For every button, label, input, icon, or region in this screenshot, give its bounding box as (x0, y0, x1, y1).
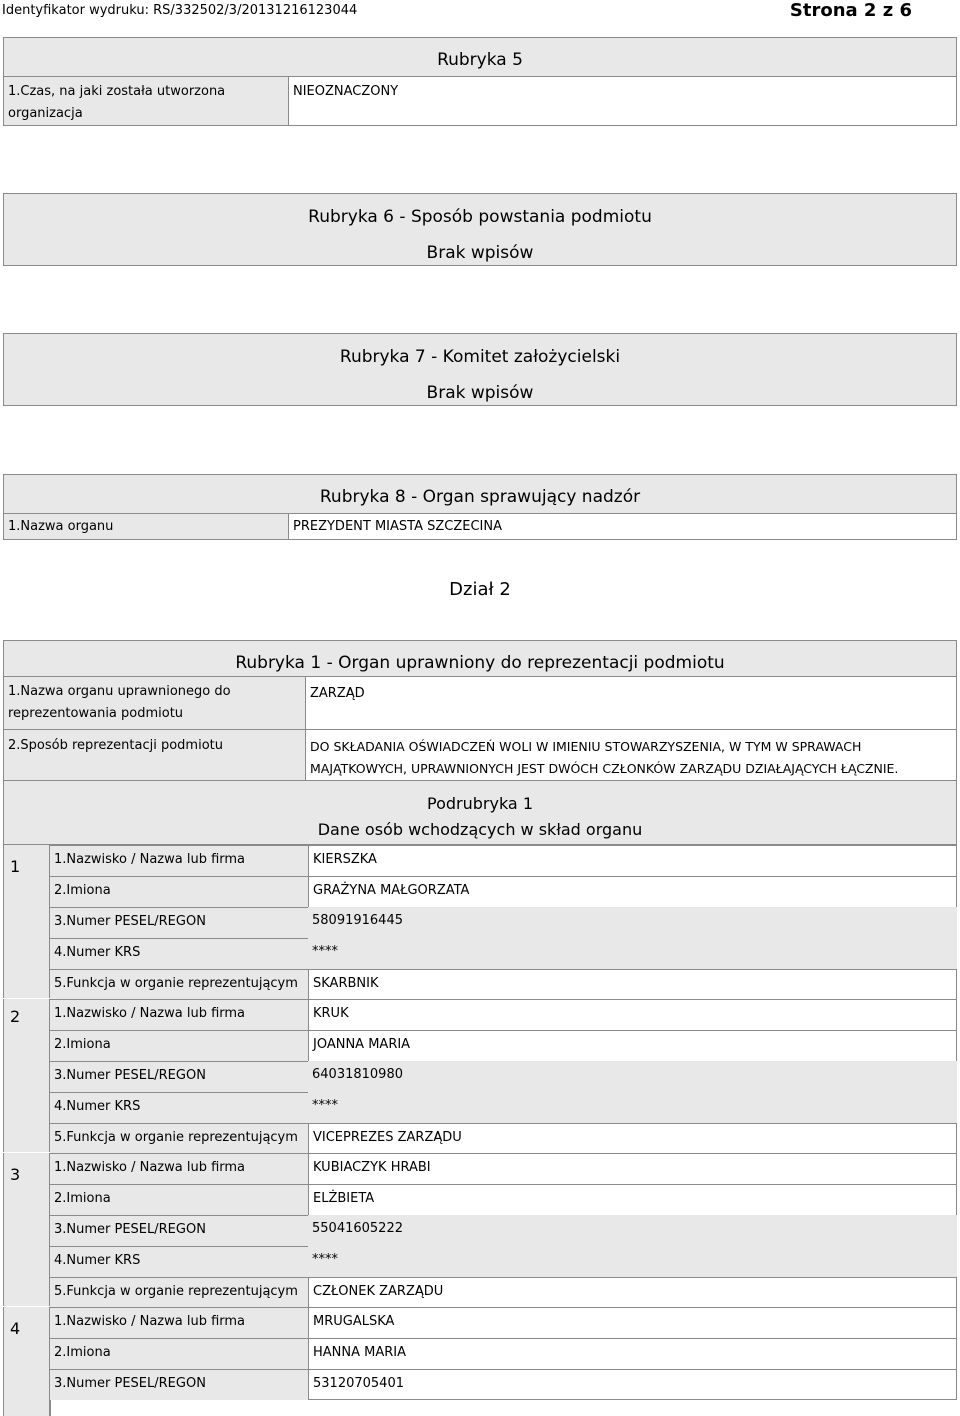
names-label: 2.Imiona (50, 876, 308, 907)
pesel-label: 3.Numer PESEL/REGON (50, 1369, 308, 1400)
print-identifier: Identyfikator wydruku: RS/332502/3/20131216123044 (2, 3, 358, 18)
surname-label: 1.Nazwisko / Nazwa lub firma (50, 1307, 308, 1338)
pesel-label: 3.Numer PESEL/REGON (50, 1061, 308, 1092)
surname-label: 1.Nazwisko / Nazwa lub firma (50, 999, 308, 1030)
surname-value: KUBIACZYK HRABI (308, 1153, 957, 1184)
function-label: 5.Funkcja w organie reprezentującym (50, 1277, 308, 1308)
surname-value: KRUK (308, 999, 957, 1030)
pesel-value: 58091916445 (308, 907, 957, 938)
surname-value: MRUGALSKA (308, 1307, 957, 1338)
podrubryka-box (3, 780, 957, 845)
surname-value: KIERSZKA (308, 845, 957, 876)
rubryka1-title: Rubryka 1 - Organ uprawniony do reprezentacji podmiotu (3, 640, 957, 677)
pesel-value: 53120705401 (308, 1369, 957, 1400)
pesel-value: 55041605222 (308, 1215, 957, 1246)
pesel-value: 64031810980 (308, 1061, 957, 1092)
names-value: JOANNA MARIA (308, 1030, 957, 1061)
rubryka7-empty: Brak wpisów (426, 383, 534, 403)
rubryka8-label: 1.Nazwa organu (3, 513, 289, 540)
person-number: 4 (3, 1307, 50, 1416)
rubryka8-value: PREZYDENT MIASTA SZCZECINA (288, 513, 957, 540)
names-label: 2.Imiona (50, 1030, 308, 1061)
krs-value: **** (308, 1092, 957, 1123)
rubryka6-title: Rubryka 6 - Sposób powstania podmiotu (308, 207, 652, 227)
krs-label: 4.Numer KRS (50, 1246, 308, 1277)
krs-value: **** (308, 1246, 957, 1277)
person-number: 3 (3, 1153, 50, 1306)
representation-method-label: 2.Sposób reprezentacji podmiotu (3, 729, 306, 781)
page-number: Strona 2 z 6 (789, 0, 912, 21)
rubryka7-title: Rubryka 7 - Komitet założycielski (339, 347, 621, 367)
rubryka6-box (3, 193, 957, 266)
krs-value: **** (308, 938, 957, 969)
names-label: 2.Imiona (50, 1338, 308, 1369)
person-number: 1 (3, 845, 50, 998)
rubryka5-label: 1.Czas, na jaki została utworzona organizacja (3, 76, 289, 126)
surname-label: 1.Nazwisko / Nazwa lub firma (50, 845, 308, 876)
rubryka5-title: Rubryka 5 (3, 37, 957, 77)
function-value: SKARBNIK (308, 969, 957, 1000)
surname-label: 1.Nazwisko / Nazwa lub firma (50, 1153, 308, 1184)
names-value: HANNA MARIA (308, 1338, 957, 1369)
table-border (50, 1400, 51, 1416)
person-number: 2 (3, 999, 50, 1152)
rubryka8-title: Rubryka 8 - Organ sprawujący nadzór (3, 474, 957, 514)
krs-label: 4.Numer KRS (50, 938, 308, 969)
section-title: Dział 2 (449, 579, 511, 600)
names-value: ELŻBIETA (308, 1184, 957, 1215)
podrubryka-title: Podrubryka 1 (427, 794, 533, 813)
organ-name-value: ZARZĄD (305, 676, 957, 730)
organ-name-label: 1.Nazwa organu uprawnionego do reprezentowania podmiotu (3, 676, 306, 730)
function-value: CZŁONEK ZARZĄDU (308, 1277, 957, 1308)
names-label: 2.Imiona (50, 1184, 308, 1215)
rubryka5-value: NIEOZNACZONY (288, 76, 957, 126)
pesel-label: 3.Numer PESEL/REGON (50, 907, 308, 938)
representation-method-value: DO SKŁADANIA OŚWIADCZEŃ WOLI W IMIENIU STOWARZYSZENIA, W TYM W SPRAWACH MAJĄTKOWYCH, UPRAWNIONYCH JEST DWÓCH CZŁONKÓW ZARZĄDU DZIAŁAJĄCYCH ŁĄCZNIE. (305, 729, 957, 781)
rubryka6-empty: Brak wpisów (426, 243, 534, 263)
function-value: VICEPREZES ZARZĄDU (308, 1123, 957, 1154)
krs-label: 4.Numer KRS (50, 1092, 308, 1123)
names-value: GRAŻYNA MAŁGORZATA (308, 876, 957, 907)
function-label: 5.Funkcja w organie reprezentującym (50, 1123, 308, 1154)
function-label: 5.Funkcja w organie reprezentującym (50, 969, 308, 1000)
podrubryka-subtitle: Dane osób wchodzących w skład organu (317, 820, 643, 839)
pesel-label: 3.Numer PESEL/REGON (50, 1215, 308, 1246)
rubryka7-box (3, 333, 957, 406)
